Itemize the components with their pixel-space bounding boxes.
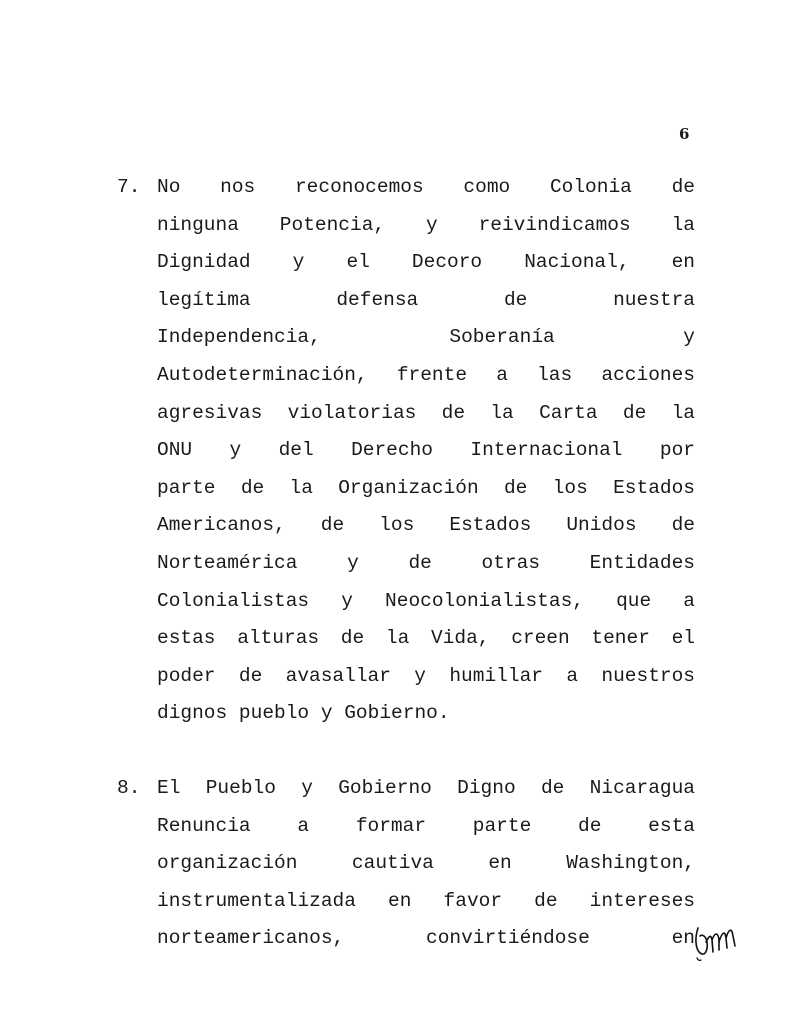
text-line: ninguna Potencia, y reivindicamos la: [157, 213, 695, 236]
text-line: Renuncia a formar parte de esta: [157, 814, 695, 837]
text-line: Norteamérica y de otras Entidades: [157, 552, 695, 574]
text-line: parte de la Organización de los Estados: [157, 476, 695, 499]
text-line: Dignidad y el Decoro Nacional, en: [157, 251, 695, 274]
page-number: 6: [679, 125, 690, 143]
text-line: Americanos, de los Estados Unidos de: [157, 514, 695, 537]
text-line: norteamericanos, convirtiéndose en: [157, 927, 695, 950]
text-line: estas alturas de la Vida, creen tener el: [157, 627, 695, 650]
list-item-8: [117, 770, 697, 960]
text-line: El Pueblo y Gobierno Digno de Nicaragua: [157, 777, 695, 799]
item-number: 8.: [117, 777, 141, 799]
text-line: No nos reconocemos como Colonia de: [157, 176, 695, 198]
text-line: agresivas violatorias de la Carta de la: [157, 401, 695, 424]
text-line: poder de avasallar y humillar a nuestros: [157, 664, 695, 687]
handwritten-initials: [692, 918, 740, 964]
text-line: legítima defensa de nuestra: [157, 288, 695, 311]
text-line: organización cautiva en Washington,: [157, 852, 695, 875]
list-item-7: [117, 169, 697, 733]
text-line: dignos pueblo y Gobierno.: [157, 702, 450, 725]
item-number: 7.: [117, 176, 141, 198]
text-line: ONU y del Derecho Internacional por: [157, 439, 695, 462]
text-line: instrumentalizada en favor de intereses: [157, 889, 695, 912]
text-line: Independencia, Soberanía y: [157, 326, 695, 349]
text-line: Colonialistas y Neocolonialistas, que a: [157, 589, 695, 612]
text-line: Autodeterminación, frente a las acciones: [157, 364, 695, 386]
